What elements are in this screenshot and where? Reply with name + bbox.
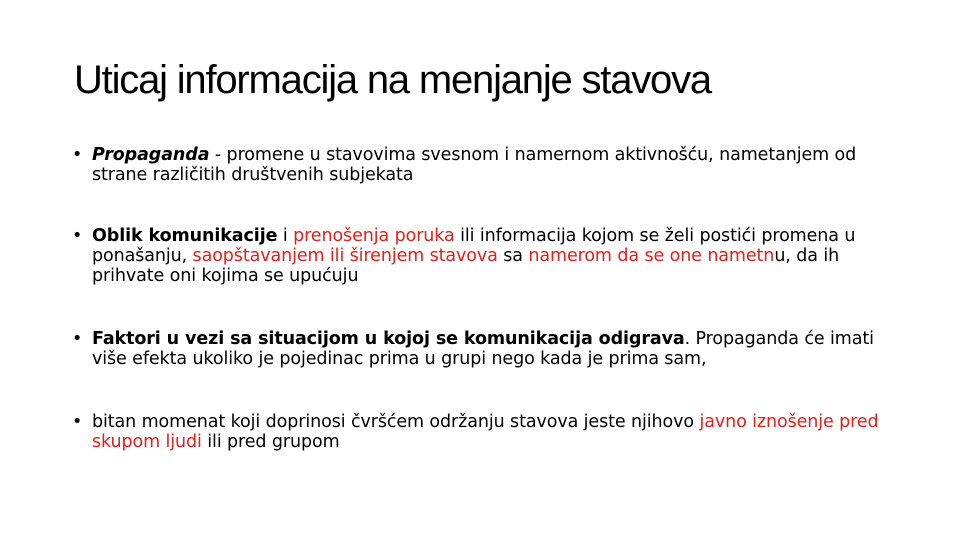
highlight-text: namerom da se one nametn <box>528 246 775 266</box>
bullet-communication-form <box>72 226 902 286</box>
term-situation-factors: Faktori u vezi sa situacijom u kojoj se komunikacija odigrava <box>92 329 685 349</box>
bullet-situation-factors <box>72 329 902 369</box>
bullet-text: u, da ih prihvate oni kojima se upućuju <box>92 246 840 286</box>
slide-title: Uticaj informacija na menjanje stavova <box>74 58 711 102</box>
term-communication-form: Oblik komunikacije <box>92 226 278 246</box>
bullet-propaganda <box>72 145 902 185</box>
bullet-text: sa <box>497 246 529 266</box>
term-propaganda: Propaganda <box>92 145 210 165</box>
highlight-text: javno iznošenje pred skupom ljudi <box>92 412 879 452</box>
bullet-text: ili pred grupom <box>201 432 340 452</box>
bullet-text: . Propaganda će imati više efekta ukoliko je pojedinac prima u grupi nego kada je prima sam, <box>92 329 874 369</box>
bullet-list <box>72 145 902 452</box>
bullet-text: bitan momenat koji doprinosi čvršćem održanju stavova jeste njihovo <box>92 412 700 432</box>
bullet-text: ili informacija kojom se želi postići promena u ponašanju, <box>92 226 856 266</box>
bullet-text: - promene u stavovima svesnom i namernom aktivnošću, nametanjem od strane različitih društvenih subjekata <box>92 145 857 185</box>
bullet-text: i <box>277 226 294 246</box>
bullet-public-expression <box>72 412 902 452</box>
highlight-text: prenošenja poruka <box>293 226 455 246</box>
highlight-text: saopštavanjem ili širenjem stavova <box>192 246 498 266</box>
